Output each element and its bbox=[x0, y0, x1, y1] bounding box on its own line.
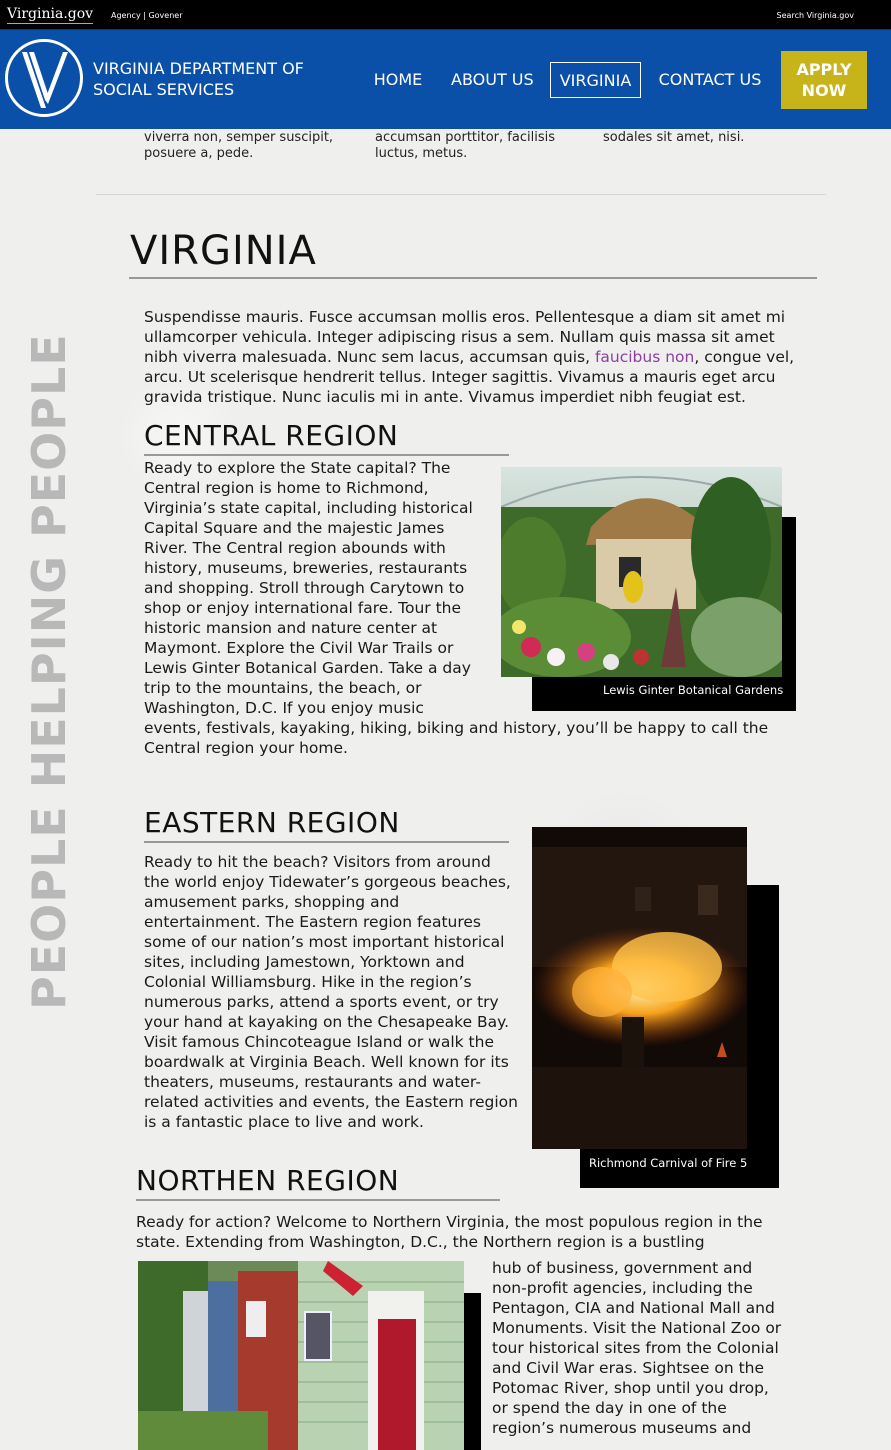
garden-photo bbox=[501, 467, 782, 677]
central-region-title: CENTRAL REGION bbox=[144, 419, 399, 452]
nav-virginia[interactable]: VIRGINIA bbox=[550, 62, 641, 98]
garden-caption: Lewis Ginter Botanical Gardens bbox=[603, 683, 784, 697]
apply-now-line1: APPLY bbox=[796, 60, 852, 79]
nav-about-us[interactable]: ABOUT US bbox=[451, 70, 534, 89]
apply-now-line2: NOW bbox=[801, 81, 847, 100]
central-region-text: Ready to explore the State capital? The Central region is home to Richmond, Virginia’s state capital, including historical Capital Square and the majestic James River. The Central region abounds with history, museums, breweries, restaurants and shopping. Stroll through Carytown to shop or enjoy international fare. Tour the historic mansion and nature center at Maymont. Explore the Civil War Trails or Lewis Ginter Botanical Garden. Take a day trip to the mountains, the beach, or Washington, D.C. If you enjoy music bbox=[144, 459, 473, 717]
intro-text-1: Suspendisse mauris. Fusce accumsan mollis eros. Pellentesque a diam sit amet mi ullamcorper vehicula. Integer adipiscing risus a sem. Nullam quis massa sit amet nibh viverra malesuada. Nunc sem lacus, accumsan quis, bbox=[144, 308, 786, 366]
northern-region-title: NORTHEN REGION bbox=[136, 1164, 400, 1197]
virginia-gov-logo[interactable]: Virginia.gov bbox=[7, 6, 94, 22]
northern-region-text-side: hub of business, government and non-profit agencies, including the Pentagon, CIA and National Mall and Monuments. Visit the National Zoo or tour historical sites from the Colonial and Civil War eras. Sightsee on the Potomac River, shop until you drop, or spend the day in one of the region’s numerous museums and bbox=[492, 1259, 782, 1437]
fire-image bbox=[532, 827, 747, 1149]
fire-photo bbox=[532, 827, 747, 1149]
side-slogan: PEOPLE HELPING PEOPLE bbox=[22, 333, 76, 1010]
intro-text-2: , congue vel, arcu. Ut scelerisque hendrerit tellus. Integer sagittis. Vivamus a mauris eget arcu gravida tristique. Nunc iaculis mi in ante. Vivamus imperdiet nibh feugiat est. bbox=[144, 348, 795, 406]
faucibus-link[interactable]: faucibus non bbox=[594, 348, 695, 366]
agency-governor-links[interactable]: Agency | Govener bbox=[111, 11, 183, 20]
northern-region-text-top: Ready for action? Welcome to Northern Virginia, the most populous region in the state. Extending from Washington, D.C., the Northern region is a bustling bbox=[136, 1213, 763, 1251]
nav-home[interactable]: HOME bbox=[373, 70, 423, 89]
northern-region-rule bbox=[136, 1199, 500, 1201]
houses-photo bbox=[138, 1261, 464, 1450]
v-logo-icon bbox=[8, 42, 80, 114]
agency-name-line1: VIRGINIA DEPARTMENT OF bbox=[93, 59, 304, 78]
gov-bar bbox=[0, 0, 891, 30]
central-region-rule bbox=[144, 454, 509, 456]
intro-paragraph bbox=[144, 307, 809, 407]
nav-contact-us[interactable]: CONTACT US bbox=[658, 70, 762, 89]
search-virginia-gov-link[interactable]: Search Virginia.gov bbox=[776, 11, 854, 20]
section-divider bbox=[96, 194, 826, 195]
page-title: VIRGINIA bbox=[130, 228, 317, 274]
agency-name bbox=[93, 58, 353, 100]
eastern-region-title: EASTERN REGION bbox=[144, 806, 400, 839]
garden-image bbox=[501, 467, 782, 677]
central-region-text-tail: events, festivals, kayaking, hiking, biking and history, you’ll be happy to call the Central region your home. bbox=[144, 719, 769, 757]
fire-caption: Richmond Carnival of Fire 5 bbox=[589, 1156, 748, 1170]
agency-name-line2: SOCIAL SERVICES bbox=[93, 80, 235, 99]
site-header bbox=[0, 30, 891, 129]
vdss-logo[interactable] bbox=[5, 39, 83, 117]
houses-photo-shadow bbox=[462, 1293, 481, 1450]
eastern-region-rule bbox=[144, 841, 509, 843]
teaser-3: sodales sit amet, nisi. bbox=[603, 130, 745, 145]
page-title-rule bbox=[129, 277, 817, 279]
teaser-2: accumsan porttitor, facilisis luctus, metus. bbox=[375, 130, 555, 161]
houses-image bbox=[138, 1261, 464, 1450]
eastern-region-text: Ready to hit the beach? Visitors from around the world enjoy Tidewater’s gorgeous beaches, amusement parks, shopping and entertainment. The Eastern region features some of our nation’s most important historical sites, including Jamestown, Yorktown and Colonial Williamsburg. Hike in the region’s numerous parks, attend a sports event, or try your hand at kayaking on the Chesapeake Bay. Visit famous Chincoteague Island or walk the boardwalk at Virginia Beach. Well known for its theaters, museums, restaurants and water-related activities and events, the Eastern region is a fantastic place to live and work. bbox=[144, 853, 518, 1131]
teaser-1: viverra non, semper suscipit, posuere a, pede. bbox=[144, 130, 334, 161]
apply-now-button[interactable] bbox=[781, 51, 867, 109]
